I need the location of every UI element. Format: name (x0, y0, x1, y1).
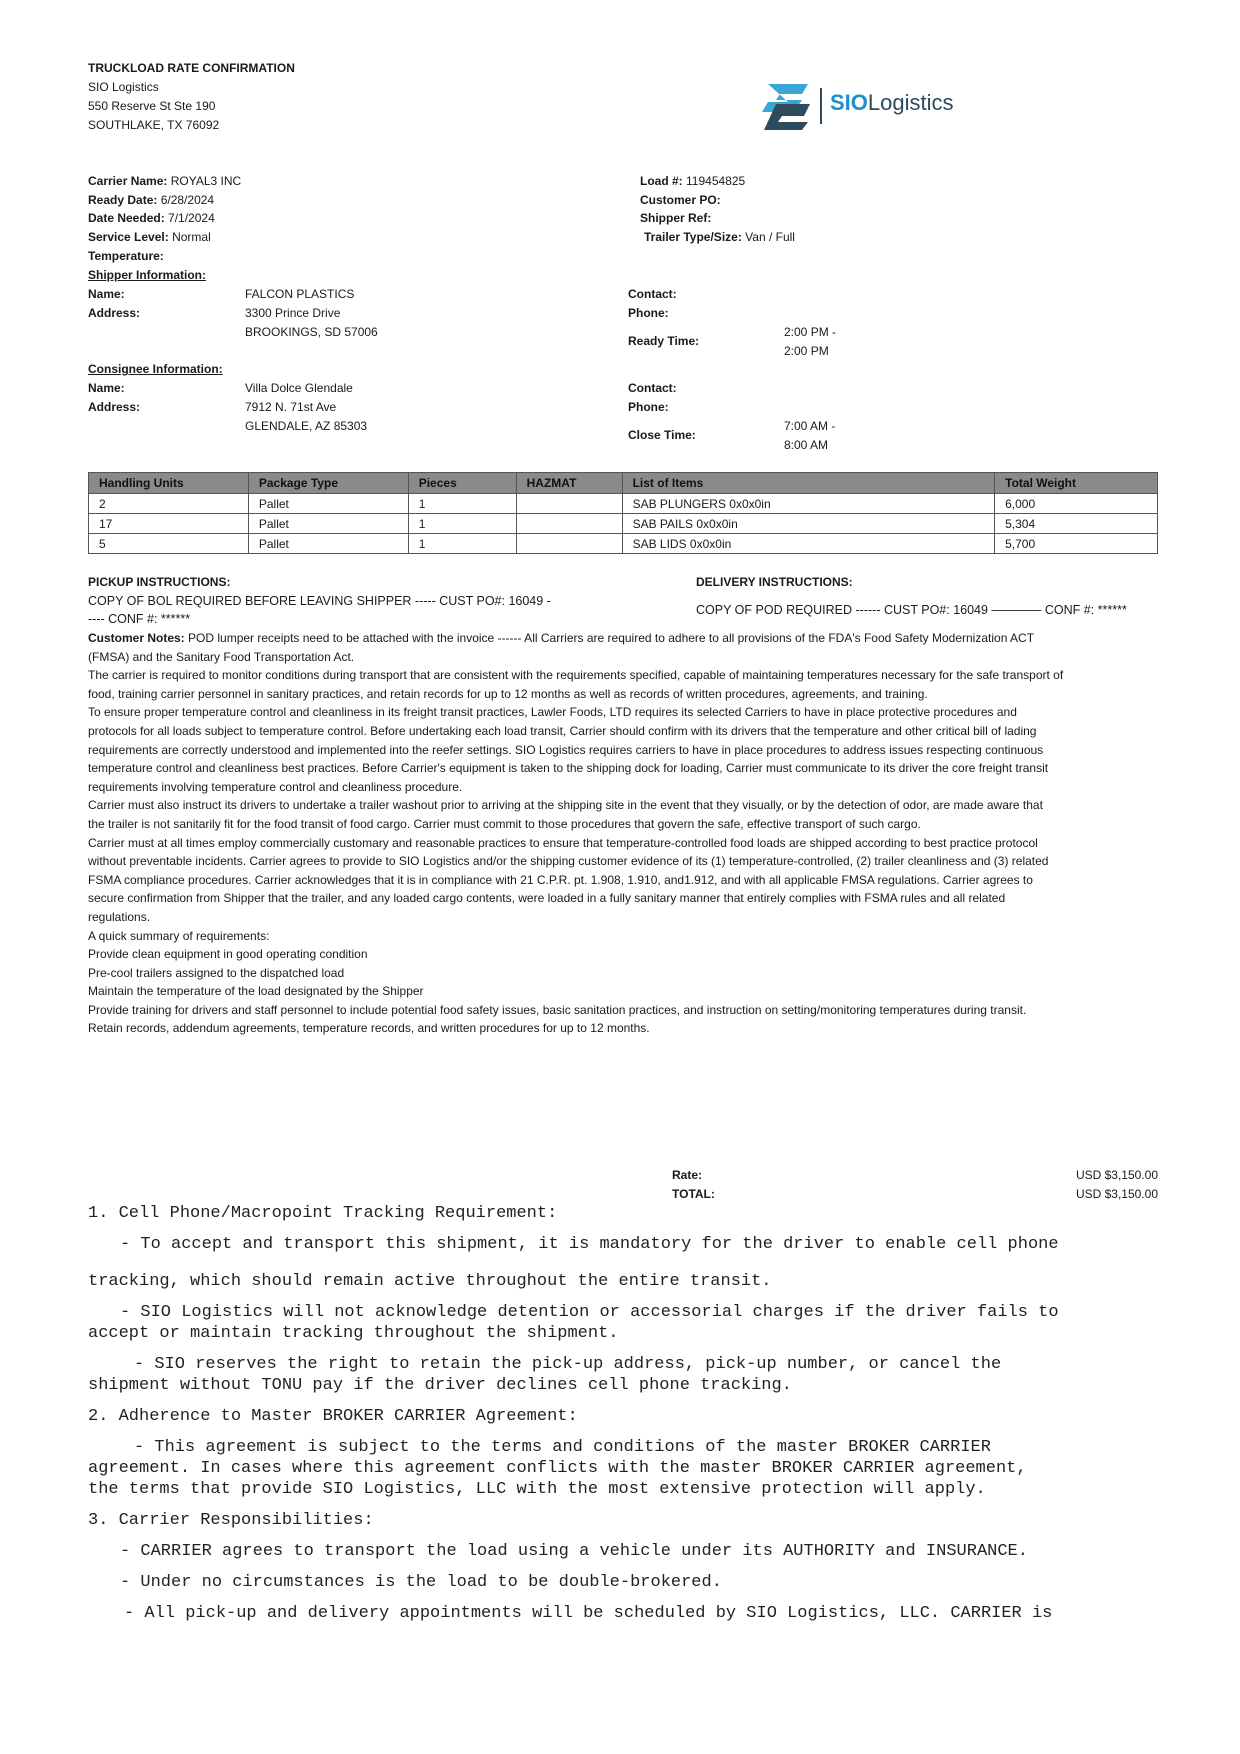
table-row (89, 514, 1158, 534)
shipper-name-label: Name: (88, 287, 125, 301)
rate-label: Rate: (672, 1168, 703, 1182)
section-1-item-c-line1: - SIO reserves the right to retain the pick-up address, pick-up number, or cancel the (134, 1355, 1002, 1374)
notes-line: FSMA compliance procedures. Carrier acknowledges that it is in compliance with 21 C.P.R. pt. 1.908, 1.910, and1.912, and with all applicable FMSA regulations. Carrier agrees to (88, 872, 1033, 887)
trailer-type-value: Van / Full (745, 230, 795, 244)
company-address-line2: SOUTHLAKE, TX 76092 (88, 118, 220, 132)
total-label: TOTAL: (672, 1187, 715, 1201)
section-1-title: 1. Cell Phone/Macropoint Tracking Requirement: (88, 1204, 558, 1223)
notes-line: food, training carrier personnel in sanitary practices, and retain records for up to 12 months as well as records of written procedures, agreements, and training. (88, 686, 928, 701)
cell-handling-units: 5 (89, 534, 249, 554)
notes-line: Carrier must also instruct its drivers to undertake a trailer washout prior to arriving at the shipping site in the event that they visually, or by the detection of odor, are made aware that (88, 798, 1043, 813)
customer-notes (88, 629, 1163, 1038)
cell-pieces: 1 (408, 534, 516, 554)
notes-line: requirements involving temperature control and cleanliness procedure. (88, 779, 463, 794)
section-1-item-c-line2: shipment without TONU pay if the driver declines cell phone tracking. (88, 1376, 792, 1395)
company-name: SIO Logistics (88, 80, 159, 94)
notes-line: A quick summary of requirements: (88, 928, 270, 943)
notes-line: To ensure proper temperature control and cleanliness in its freight transit practices, Lawler Foods, LTD requires its selected Carriers to have in place protective procedures and (88, 705, 1017, 720)
notes-line: Provide training for drivers and staff personnel to include potential food safety issues, basic sanitation practices, and instruction on setting/monitoring temperatures during transit. (88, 1002, 1027, 1017)
cell-hazmat (516, 494, 622, 514)
total-value: USD $3,150.00 (1075, 1187, 1158, 1201)
table-row (89, 534, 1158, 554)
shipper-ref-label: Shipper Ref: (640, 211, 712, 225)
close-time-label: Close Time: (628, 428, 696, 442)
carrier-name-row (88, 174, 241, 188)
ready-time-start: 2:00 PM - (784, 325, 837, 339)
date-needed-row (88, 211, 215, 225)
cell-weight: 6,000 (995, 494, 1158, 514)
section-3-item-c: - All pick-up and delivery appointments will be scheduled by SIO Logistics, LLC. CARRIER is (124, 1604, 1053, 1623)
section-3-title: 3. Carrier Responsibilities: (88, 1511, 374, 1530)
section-1-item-a-line2: tracking, which should remain active throughout the entire transit. (88, 1272, 772, 1291)
cell-package-type: Pallet (248, 494, 408, 514)
cell-weight: 5,700 (995, 534, 1158, 554)
col-total-weight: Total Weight (995, 473, 1158, 494)
notes-line: POD lumper receipts need to be attached with the invoice ------ All Carriers are required to adhere to all provisions of the FDA's Food Safety Modernization ACT (188, 631, 1035, 645)
cell-hazmat (516, 514, 622, 534)
service-level-value: Normal (172, 230, 211, 244)
close-time-end: 8:00 AM (784, 438, 829, 452)
section-1-item-b-line2: accept or maintain tracking throughout the shipment. (88, 1324, 619, 1343)
section-2-title: 2. Adherence to Master BROKER CARRIER Agreement: (88, 1407, 578, 1426)
trailer-type-label: Trailer Type/Size: (644, 230, 742, 244)
consignee-name-label: Name: (88, 381, 125, 395)
notes-line: Provide clean equipment in good operating condition (88, 947, 368, 962)
cell-item: SAB PLUNGERS 0x0x0in (622, 494, 995, 514)
shipper-address-label: Address: (88, 306, 141, 320)
load-number-label: Load #: (640, 174, 683, 188)
load-number-row (640, 174, 745, 188)
shipper-contact-label: Contact: (628, 287, 677, 301)
section-2-item-line1: - This agreement is subject to the terms and conditions of the master BROKER CARRIER (134, 1438, 991, 1457)
ready-date-label: Ready Date: (88, 193, 158, 207)
col-pieces: Pieces (408, 473, 516, 494)
logo-text-sio: SIO (830, 90, 868, 115)
cell-package-type: Pallet (248, 534, 408, 554)
notes-line: Retain records, addendum agreements, temperature records, and written procedures for up to 12 months. (88, 1021, 650, 1036)
delivery-instructions-text: COPY OF POD REQUIRED ------ CUST PO#: 16049 ———— CONF #: ****** (696, 603, 1127, 617)
shipper-address-line1: 3300 Prince Drive (245, 306, 341, 320)
date-needed-value: 7/1/2024 (168, 211, 215, 225)
shipper-name-value: FALCON PLASTICS (245, 287, 355, 301)
consignee-contact-label: Contact: (628, 381, 677, 395)
consignee-name-value: Villa Dolce Glendale (245, 381, 353, 395)
close-time-start: 7:00 AM - (784, 419, 836, 433)
consignee-phone-label: Phone: (628, 400, 669, 414)
cell-weight: 5,304 (995, 514, 1158, 534)
section-1-item-a-line1: - To accept and transport this shipment, it is mandatory for the driver to enable cell phone (120, 1235, 1059, 1254)
load-number-value: 119454825 (686, 174, 746, 188)
cell-pieces: 1 (408, 514, 516, 534)
cell-item: SAB LIDS 0x0x0in (622, 534, 995, 554)
cell-hazmat (516, 534, 622, 554)
notes-line: Maintain the temperature of the load designated by the Shipper (88, 984, 424, 999)
ready-date-row (88, 193, 214, 207)
carrier-name-label: Carrier Name: (88, 174, 168, 188)
service-level-row (88, 230, 211, 244)
notes-line: (FMSA) and the Sanitary Food Transportation Act. (88, 649, 355, 664)
notes-line: the trailer is not sanitarily fit for the food transit of food cargo. Carrier must commit to those procedures that govern the safe, effective transport of such cargo. (88, 816, 921, 831)
customer-po-label: Customer PO: (640, 193, 721, 207)
logo-text (830, 90, 954, 116)
shipper-address-line2: BROOKINGS, SD 57006 (245, 325, 378, 339)
section-2-item-line2: agreement. In cases where this agreement conflicts with the master BROKER CARRIER agreement, (88, 1459, 1027, 1478)
rate-value: USD $3,150.00 (1075, 1168, 1158, 1182)
notes-line: Pre-cool trailers assigned to the dispatched load (88, 965, 345, 980)
ready-time-label: Ready Time: (628, 334, 700, 348)
company-address-line1: 550 Reserve St Ste 190 (88, 99, 216, 113)
table-row (89, 494, 1158, 514)
consignee-address-label: Address: (88, 400, 141, 414)
section-2-item-line3: the terms that provide SIO Logistics, LLC with the most extensive protection will apply. (88, 1480, 986, 1499)
cell-item: SAB PAILS 0x0x0in (622, 514, 995, 534)
temperature-label: Temperature: (88, 249, 164, 263)
consignee-heading: Consignee Information: (88, 362, 223, 376)
pickup-instructions-line1: COPY OF BOL REQUIRED BEFORE LEAVING SHIPPER ----- CUST PO#: 16049 - (88, 594, 551, 608)
section-3-item-a: - CARRIER agrees to transport the load using a vehicle under its AUTHORITY and INSURANCE. (120, 1542, 1028, 1561)
pickup-instructions-line2: ---- CONF #: ****** (88, 612, 191, 626)
shipper-heading: Shipper Information: (88, 268, 206, 282)
cell-package-type: Pallet (248, 514, 408, 534)
ready-date-value: 6/28/2024 (160, 193, 215, 207)
col-handling-units: Handling Units (89, 473, 249, 494)
cell-handling-units: 2 (89, 494, 249, 514)
notes-line: without preventable incidents. Carrier agrees to provide to SIO Logistics and/or the shipping customer evidence of its (1) temperature-controlled, (2) trailer cleanliness and (3) related (88, 854, 1049, 869)
trailer-type-row (644, 230, 795, 244)
notes-line: temperature control and cleanliness best practices. Before Carrier's equipment is taken to the shipping dock for loading, Carrier must communicate to its driver the core freight transit (88, 761, 1049, 776)
delivery-instructions-heading: DELIVERY INSTRUCTIONS: (696, 575, 853, 589)
notes-line: regulations. (88, 909, 151, 924)
cell-handling-units: 17 (89, 514, 249, 534)
notes-line: protocols for all loads subject to temperature control. Before undertaking each load transit, Carrier should confirm with its drivers that the temperature and other critical bill of lading (88, 723, 1037, 738)
items-table-header (89, 473, 1158, 494)
notes-line: Carrier must at all times employ commercially customary and reasonable practices to ensure that temperature-controlled food loads are shipped according to best practice protocol (88, 835, 1038, 850)
document-title: TRUCKLOAD RATE CONFIRMATION (88, 61, 295, 75)
col-package-type: Package Type (248, 473, 408, 494)
col-list-of-items: List of Items (622, 473, 995, 494)
notes-line: requirements are correctly understood and implemented into the reefer settings. SIO Logistics requires carriers to have in place procedures to address issues respecting continuous (88, 742, 1044, 757)
terms-section (88, 1204, 1160, 1623)
items-table (88, 472, 1158, 554)
date-needed-label: Date Needed: (88, 211, 165, 225)
notes-line: secure confirmation from Shipper that the trailer, and any loaded cargo contents, were loaded in a fully sanitary manner that entirely complies with FSMA rules and all related (88, 891, 1006, 906)
sio-logistics-logo (758, 82, 954, 132)
temperature-row (88, 249, 164, 263)
consignee-address-line1: 7912 N. 71st Ave (245, 400, 337, 414)
notes-line: The carrier is required to monitor conditions during transport that are consistent with the requirements specified, capable of maintaining temperatures necessary for the safe transport of (88, 668, 1064, 683)
customer-po-row (640, 193, 721, 207)
shipper-ref-row (640, 211, 711, 225)
col-hazmat: HAZMAT (516, 473, 622, 494)
customer-notes-label: Customer Notes: (88, 631, 185, 645)
section-3-item-b: - Under no circumstances is the load to be double-brokered. (120, 1573, 722, 1592)
cell-pieces: 1 (408, 494, 516, 514)
shipper-phone-label: Phone: (628, 306, 669, 320)
service-level-label: Service Level: (88, 230, 169, 244)
consignee-address-line2: GLENDALE, AZ 85303 (245, 419, 368, 433)
ready-time-end: 2:00 PM (784, 344, 829, 358)
logo-text-logistics: Logistics (867, 90, 954, 115)
section-1-item-b-line1: - SIO Logistics will not acknowledge detention or accessorial charges if the driver fails to (120, 1303, 1059, 1322)
pickup-instructions-heading: PICKUP INSTRUCTIONS: (88, 575, 231, 589)
carrier-name-value: ROYAL3 INC (170, 174, 242, 188)
